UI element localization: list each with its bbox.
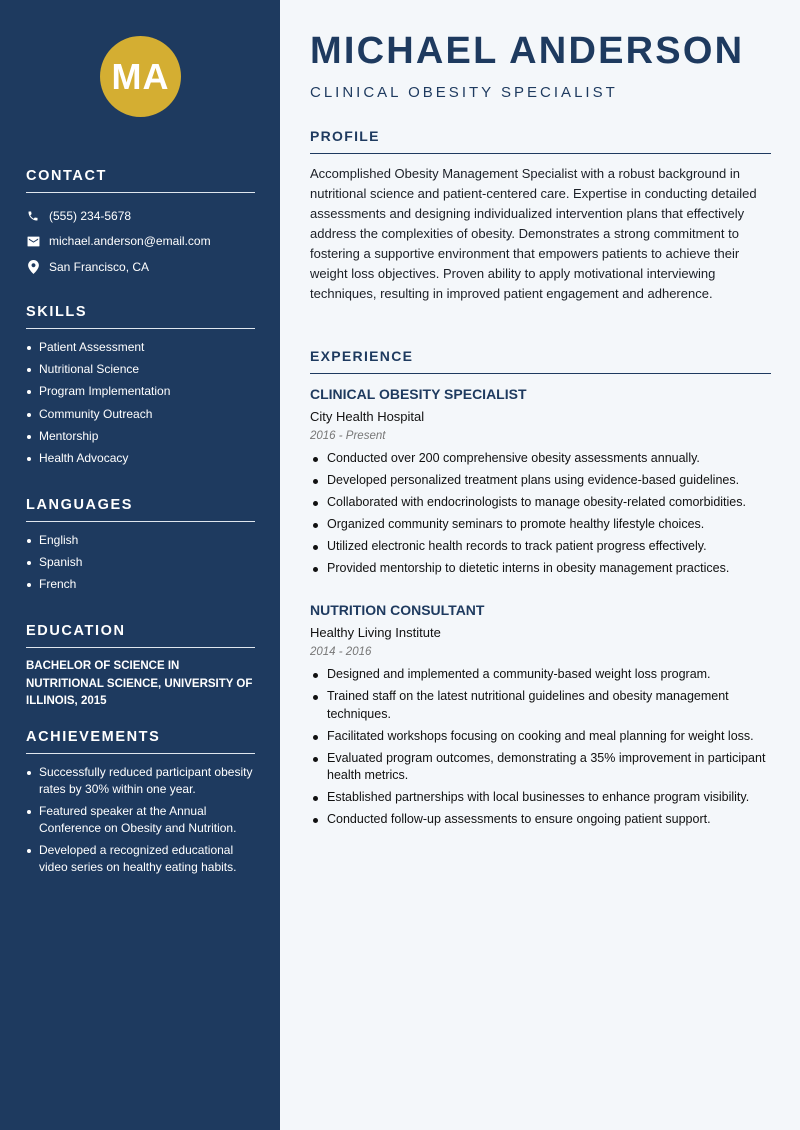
list-item: Program Implementation: [26, 383, 255, 400]
list-item: Successfully reduced participant obesity rates by 30% within one year.: [26, 764, 255, 798]
achievements-section: [26, 729, 255, 882]
skills-list: [26, 339, 255, 467]
skills-section: [26, 304, 255, 472]
phone-text: (555) 234-5678: [49, 208, 132, 223]
candidate-title: CLINICAL OBESITY SPECIALIST: [310, 84, 618, 101]
contact-item-email: [26, 229, 255, 255]
achievements-heading: ACHIEVEMENTS: [26, 729, 255, 754]
avatar: MA: [100, 36, 181, 117]
list-item: Featured speaker at the Annual Conference on Obesity and Nutrition.: [26, 803, 255, 837]
email-text: michael.anderson@email.com: [49, 234, 211, 249]
list-item: Patient Assessment: [26, 339, 255, 356]
main-content: [280, 0, 800, 1130]
list-item: Facilitated workshops focusing on cooking and meal planning for weight loss.: [310, 728, 771, 746]
contact-item-location: [26, 254, 255, 280]
candidate-name: MICHAEL ANDERSON: [310, 30, 745, 72]
list-item: English: [26, 532, 255, 549]
contact-section: [26, 168, 255, 280]
sidebar: [0, 0, 280, 1130]
profile-heading: PROFILE: [310, 128, 771, 154]
profile-text: Accomplished Obesity Management Specialist with a robust background in nutritional science and patient-centered care. Expertise in conducting detailed assessments and designing individualized intervention plans that effectively address the complexities of obesity. Demonstrates a strong commitment to fostering a supportive environment that empowers patients to achieve their weight loss objectives. Proven ability to apply motivational interviewing techniques, resulting in improved patient engagement and adherence.: [310, 166, 757, 301]
contact-heading: CONTACT: [26, 168, 255, 193]
email-icon: [26, 234, 40, 248]
contact-item-phone: [26, 203, 255, 229]
list-item: Health Advocacy: [26, 450, 255, 467]
education-text: BACHELOR OF SCIENCE IN NUTRITIONAL SCIENCE, UNIVERSITY OF ILLINOIS, 2015: [26, 660, 253, 707]
experience-heading: EXPERIENCE: [310, 348, 771, 374]
job-role: NUTRITION CONSULTANT: [310, 602, 485, 618]
list-item: Developed a recognized educational video series on healthy eating habits.: [26, 842, 255, 876]
job-dates: 2016 - Present: [310, 430, 386, 442]
list-item: Developed personalized treatment plans using evidence-based guidelines.: [310, 472, 771, 490]
job-entry: [310, 602, 771, 834]
achievements-list: [26, 764, 255, 876]
list-item: Mentorship: [26, 428, 255, 445]
list-item: Spanish: [26, 554, 255, 571]
list-item: Collaborated with endocrinologists to manage obesity-related comorbidities.: [310, 494, 771, 512]
job-bullets: [310, 450, 771, 578]
job-company: City Health Hospital: [310, 409, 425, 424]
languages-heading: LANGUAGES: [26, 497, 255, 522]
phone-icon: [26, 209, 40, 223]
education-section: [26, 623, 255, 711]
profile-section: [310, 128, 771, 304]
education-heading: EDUCATION: [26, 623, 255, 648]
job-company: Healthy Living Institute: [310, 625, 441, 640]
list-item: Trained staff on the latest nutritional guidelines and obesity management techniques.: [310, 688, 771, 723]
job-dates: 2014 - 2016: [310, 646, 372, 658]
list-item: French: [26, 576, 255, 593]
experience-section: [310, 348, 771, 374]
list-item: Conducted over 200 comprehensive obesity assessments annually.: [310, 450, 771, 468]
languages-section: [26, 497, 255, 599]
job-role: CLINICAL OBESITY SPECIALIST: [310, 386, 527, 402]
job-entry: [310, 386, 771, 583]
skills-heading: SKILLS: [26, 304, 255, 329]
list-item: Organized community seminars to promote healthy lifestyle choices.: [310, 516, 771, 534]
location-pin-icon: [26, 260, 40, 274]
list-item: Conducted follow-up assessments to ensure ongoing patient support.: [310, 811, 771, 829]
list-item: Evaluated program outcomes, demonstrating a 35% improvement in participant health metrics.: [310, 750, 771, 785]
list-item: Designed and implemented a community-based weight loss program.: [310, 666, 771, 684]
list-item: Utilized electronic health records to track patient progress effectively.: [310, 538, 771, 556]
list-item: Nutritional Science: [26, 361, 255, 378]
location-text: San Francisco, CA: [49, 259, 150, 274]
list-item: Provided mentorship to dietetic interns in obesity management practices.: [310, 560, 771, 578]
job-bullets: [310, 666, 771, 829]
contact-list: [26, 203, 255, 280]
list-item: Established partnerships with local businesses to enhance program visibility.: [310, 789, 771, 807]
list-item: Community Outreach: [26, 406, 255, 423]
languages-list: [26, 532, 255, 593]
